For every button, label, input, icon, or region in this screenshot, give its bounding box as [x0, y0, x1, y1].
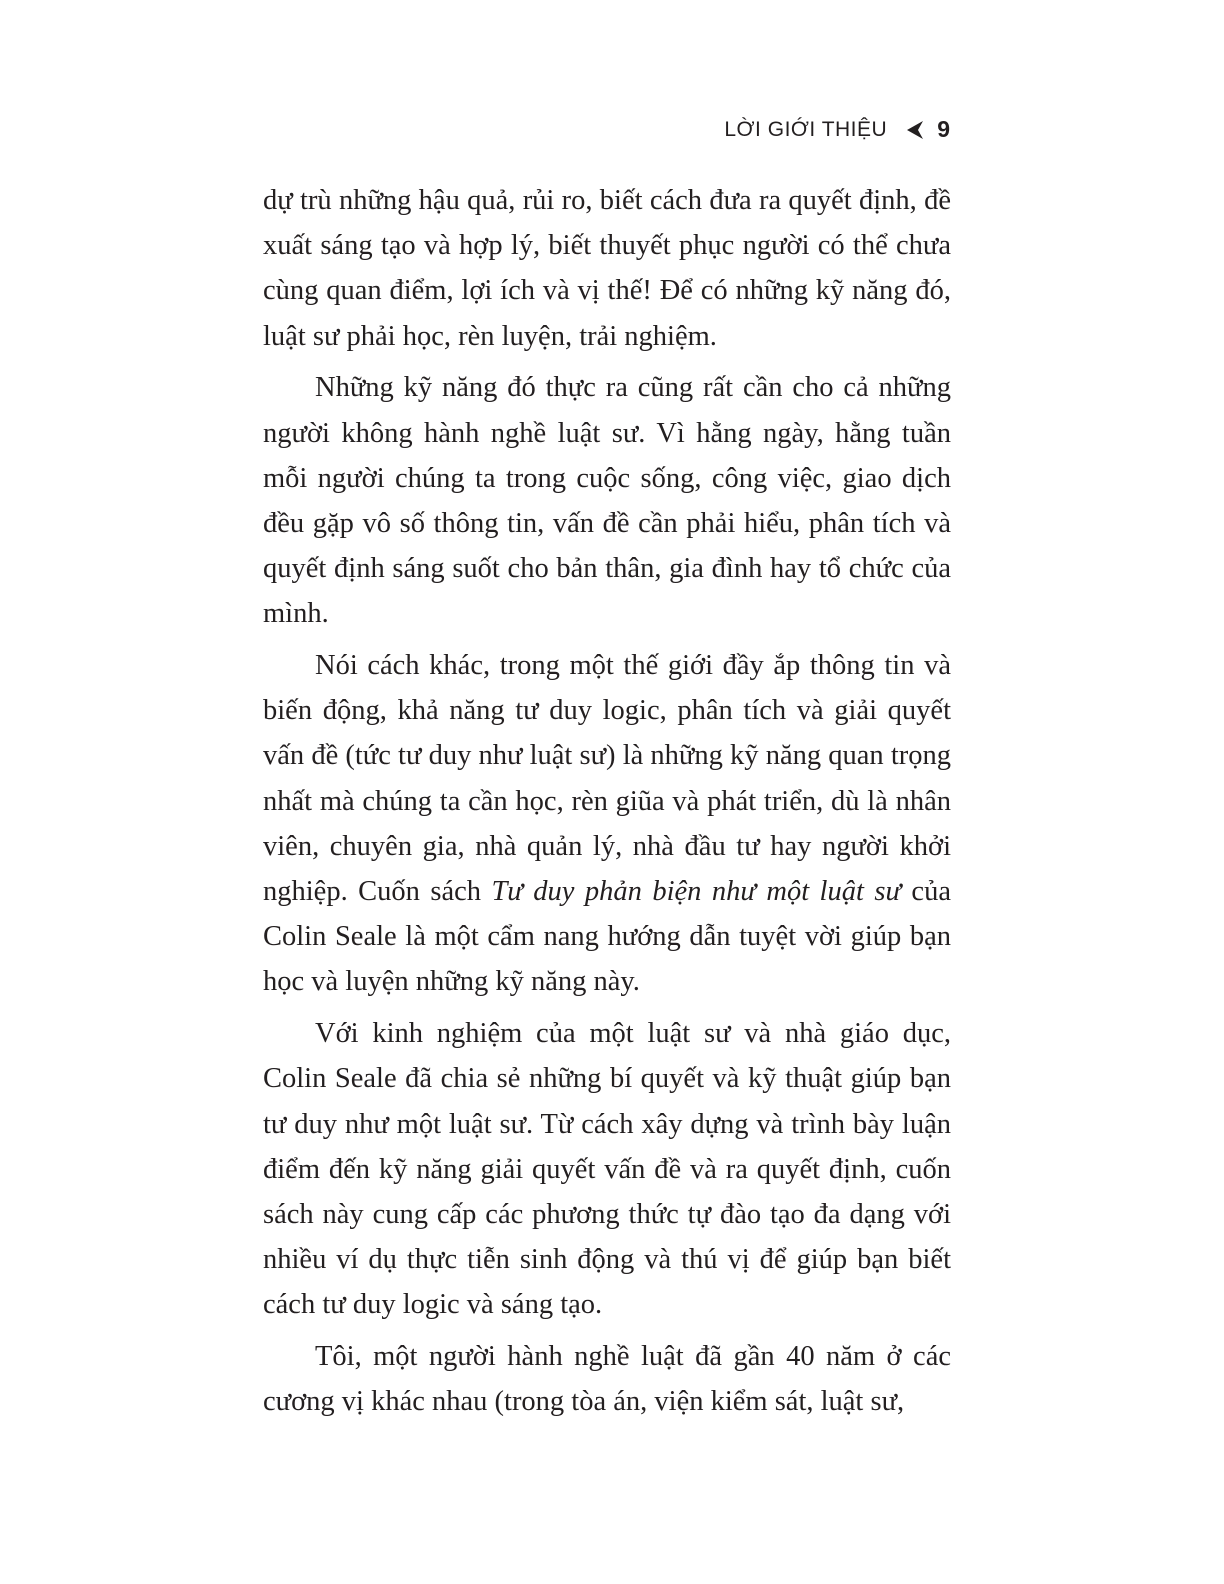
running-header	[724, 116, 950, 143]
page-number: 9	[937, 116, 950, 142]
left-arrowhead-icon	[905, 120, 925, 140]
paragraph-continued: dự trù những hậu quả, rủi ro, biết cách đưa ra quyết định, đề xuất sáng tạo và hợp lý, biết thuyết phục người có thể chưa cùng quan điểm, lợi ích và vị thế! Để có những kỹ năng đó, luật sư phải học, rèn luyện, trải nghiệm.	[263, 185, 951, 352]
paragraph-with-book-title	[263, 643, 951, 1005]
paragraph: Những kỹ năng đó thực ra cũng rất cần cho cả những người không hành nghề luật sư. Vì hằng ngày, hằng tuần mỗi người chúng ta trong cuộc sống, công việc, giao dịch đều gặp vô số thông tin, vấn đề cần phải hiểu, phân tích và quyết định sáng suốt cho bản thân, gia đình hay tổ chức của mình.	[263, 372, 951, 630]
paragraph: Tôi, một người hành nghề luật đã gần 40 năm ở các cương vị khác nhau (trong tòa án, viện kiểm sát, luật sư,	[263, 1341, 951, 1418]
book-title: Tư duy phản biện như một luật sư	[491, 876, 901, 908]
section-title: LỜI GIỚI THIỆU	[724, 117, 888, 141]
paragraph-text: Nói cách khác, trong một thế giới đầy ắp thông tin và biến động, khả năng tư duy logic, phân tích và giải quyết vấn đề (tức tư duy như luật sư) là những kỹ năng quan trọng nhất mà chúng ta cần học, rèn giũa và phát triển, dù là nhân viên, chuyên gia, nhà quản lý, nhà đầu tư hay người khởi nghiệp. Cuốn sách	[263, 650, 951, 908]
body-text	[263, 178, 951, 1431]
paragraph-text: của Colin Seale là một cẩm nang hướng dẫn tuyệt vời giúp bạn học và luyện những kỹ năng này.	[263, 876, 951, 998]
paragraph: Với kinh nghiệm của một luật sư và nhà giáo dục, Colin Seale đã chia sẻ những bí quyết và kỹ thuật giúp bạn tư duy như một luật sư. Từ cách xây dựng và trình bày luận điểm đến kỹ năng giải quyết vấn đề và ra quyết định, cuốn sách này cung cấp các phương thức tự đào tạo đa dạng với nhiều ví dụ thực tiễn sinh động và thú vị để giúp bạn biết cách tư duy logic và sáng tạo.	[263, 1018, 951, 1321]
